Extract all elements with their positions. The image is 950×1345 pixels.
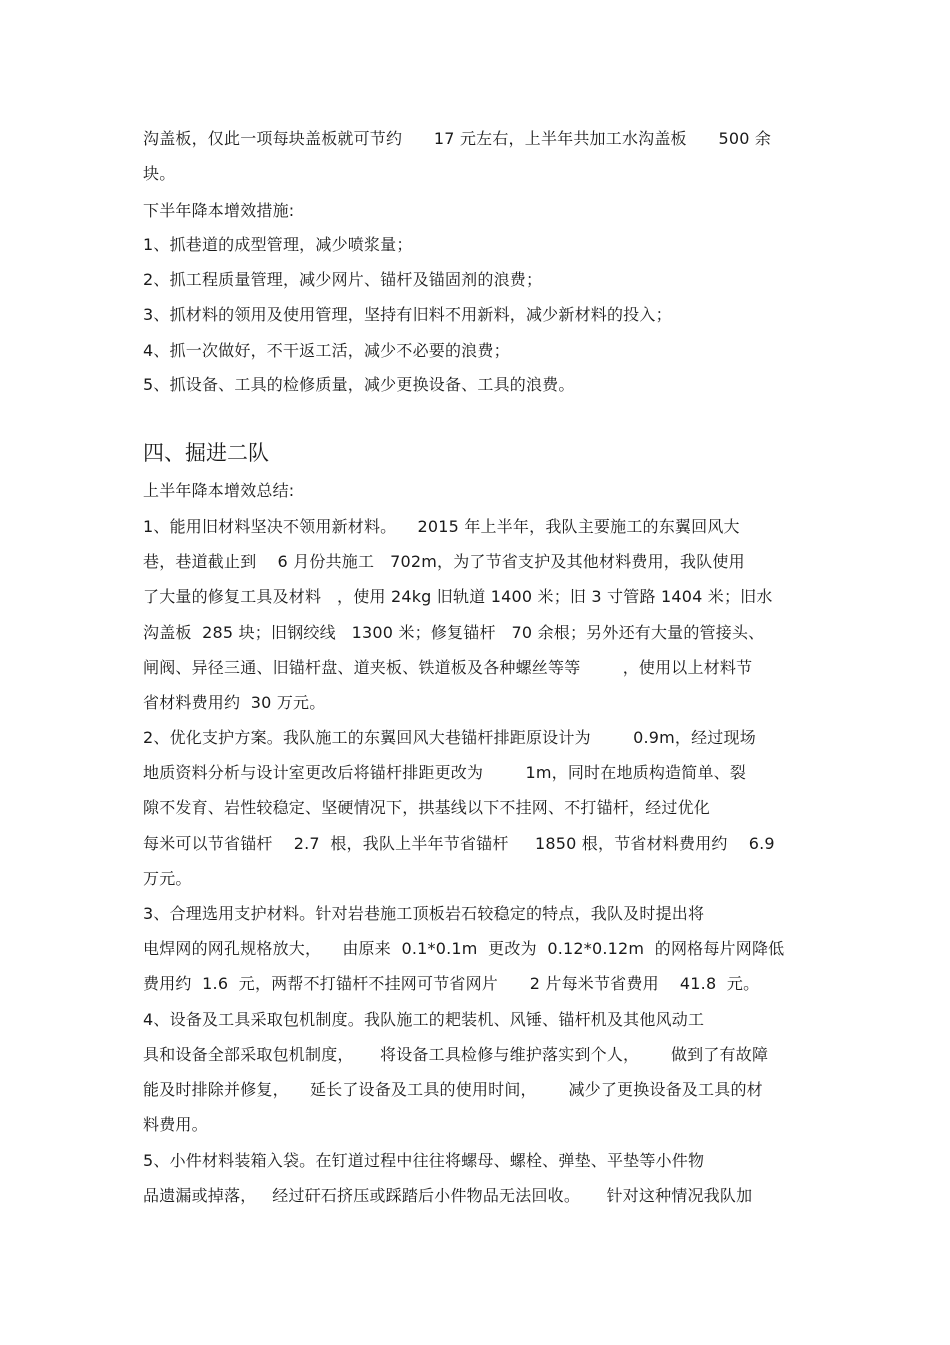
list-item: 4、抓一次做好，不干返工活，减少不必要的浪费； — [143, 341, 510, 360]
text-line: 了大量的修复工具及材料 ，使用 24kg 旧轨道 1400 米；旧 3 寸管路 1404 米；旧水 — [143, 587, 773, 606]
text-line: 隙不发育、岩性较稳定、坚硬情况下，拱基线以下不挂网、不打锚杆，经过优化 — [143, 798, 711, 817]
text-line: 每米可以节省锚杆 2.7 根，我队上半年节省锚杆 1850 根，节省材料费用约 6.9 — [143, 834, 775, 853]
list-item: 1、抓巷道的成型管理，减少喷浆量； — [143, 235, 413, 254]
text-line: 能及时排除并修复， 延长了设备及工具的使用时间， 减少了更换设备及工具的材 — [143, 1080, 763, 1099]
text-line: 具和设备全部采取包机制度， 将设备工具检修与维护落实到个人， 做到了有故障 — [143, 1045, 769, 1064]
text-line: 5、小件材料装箱入袋。在钉道过程中往往将螺母、螺栓、弹垫、平垫等小件物 — [143, 1151, 705, 1170]
text-line: 电焊网的网孔规格放大， 由原来 0.1*0.1m 更改为 0.12*0.12m 的网格每片网降低 — [143, 939, 785, 958]
text-line: 沟盖板，仅此一项每块盖板就可节约 17 元左右，上半年共加工水沟盖板 500 余 — [143, 129, 772, 148]
text-line: 沟盖板 285 块；旧钢绞线 1300 米；修复锚杆 70 余根；另外还有大量的管接头、 — [143, 623, 765, 642]
text-line: 块。 — [143, 164, 176, 183]
text-line: 地质资料分析与设计室更改后将锚杆排距更改为 1m，同时在地质构造简单、裂 — [143, 763, 747, 782]
text-line: 省材料费用约 30 万元。 — [143, 693, 326, 712]
list-item: 2、抓工程质量管理，减少网片、锚杆及锚固剂的浪费； — [143, 270, 543, 289]
section-heading: 四、掘进二队 — [143, 441, 269, 465]
text-line: 费用约 1.6 元，两帮不打锚杆不挂网可节省网片 2 片每米节省费用 41.8 元。 — [143, 974, 760, 993]
text-line: 3、合理选用支护材料。针对岩巷施工顶板岩石较稳定的特点，我队及时提出将 — [143, 904, 705, 923]
list-item: 3、抓材料的领用及使用管理，坚持有旧料不用新料，减少新材料的投入； — [143, 305, 672, 324]
text-line: 万元。 — [143, 869, 192, 888]
text-line: 品遗漏或掉落， 经过矸石挤压或踩踏后小件物品无法回收。 针对这种情况我队加 — [143, 1186, 753, 1205]
text-line: 4、设备及工具采取包机制度。我队施工的耙装机、风锤、锚杆机及其他风动工 — [143, 1010, 705, 1029]
text-line: 巷，巷道截止到 6 月份共施工 702m，为了节省支护及其他材料费用，我队使用 — [143, 552, 745, 571]
text-line: 闸阀、异径三通、旧锚杆盘、道夹板、铁道板及各种螺丝等等 ，使用以上材料节 — [143, 658, 753, 677]
text-line: 2、优化支护方案。我队施工的东翼回风大巷锚杆排距原设计为 0.9m，经过现场 — [143, 728, 756, 747]
text-line: 下半年降本增效措施: — [143, 201, 295, 220]
text-line: 1、能用旧材料坚决不领用新材料。 2015 年上半年，我队主要施工的东翼回风大 — [143, 517, 740, 536]
text-line: 上半年降本增效总结: — [143, 481, 295, 500]
text-line: 料费用。 — [143, 1115, 208, 1134]
list-item: 5、抓设备、工具的检修质量，减少更换设备、工具的浪费。 — [143, 375, 575, 394]
